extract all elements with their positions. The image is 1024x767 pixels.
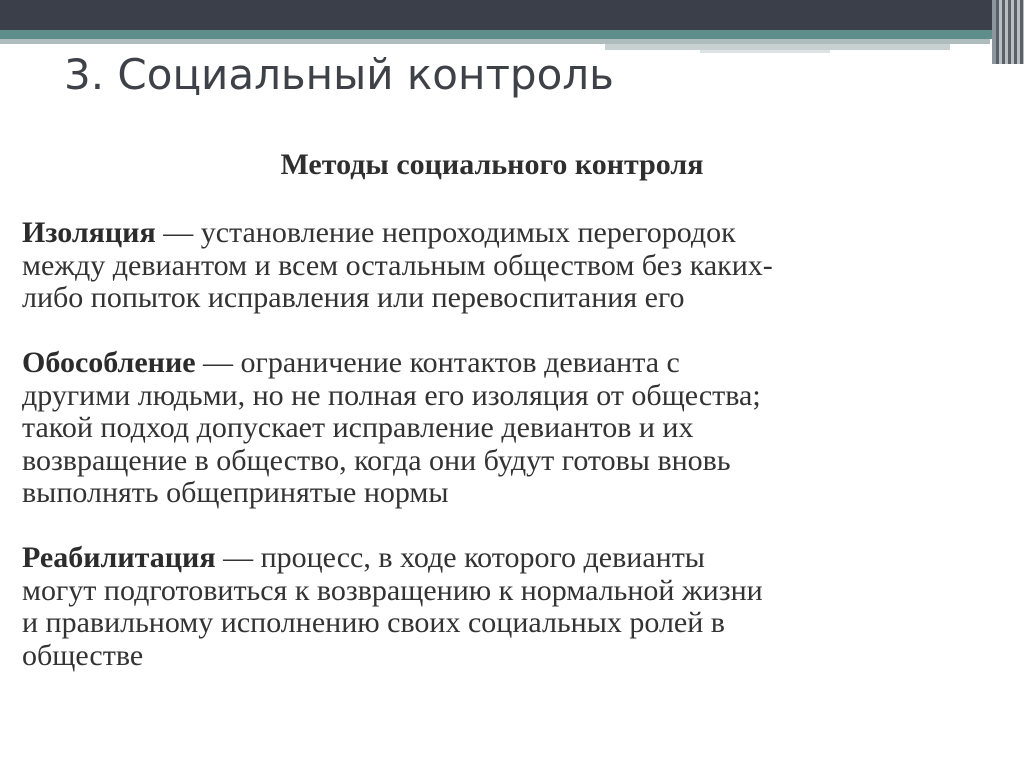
methods-list bbox=[22, 217, 982, 705]
method-line: и правильному исполнению своих социальных ролей в bbox=[22, 606, 725, 639]
slide-subtitle: Методы социального контроля bbox=[280, 148, 704, 181]
header-band-dark bbox=[0, 0, 1024, 30]
header-band-teal bbox=[0, 30, 1024, 39]
method-line: либо попыток исправления или перевоспитания его bbox=[22, 281, 685, 314]
method-isolation bbox=[22, 217, 982, 315]
header-band-accent-thin bbox=[700, 50, 830, 53]
method-line: такой подход допускает исправление девиантов и их bbox=[22, 411, 694, 444]
method-line: могут подготовиться к возвращению к нормальной жизни bbox=[22, 573, 763, 607]
method-term: Реабилитация bbox=[22, 541, 216, 574]
method-line: выполнять общепринятые нормы bbox=[22, 476, 449, 509]
method-line: обществе bbox=[22, 638, 144, 672]
method-line: — установление непроходимых перегородок bbox=[155, 216, 736, 249]
method-line: между девиантом и всем остальным обществом без каких- bbox=[22, 248, 773, 282]
method-separation bbox=[22, 347, 982, 510]
method-line: — процесс, в ходе которого девианты bbox=[215, 541, 705, 574]
corner-stripes-decoration bbox=[996, 0, 1024, 64]
method-line: возвращение в общество, когда они будут готовы вновь bbox=[22, 443, 731, 477]
method-term: Обособление bbox=[22, 346, 196, 379]
method-line: другими людьми, но не полная его изоляция от общества; bbox=[22, 378, 761, 412]
slide-title: 3. Социальный контроль bbox=[64, 50, 614, 99]
method-term: Изоляция bbox=[22, 216, 156, 249]
method-line: — ограничение контактов девианта с bbox=[195, 346, 680, 379]
method-rehabilitation bbox=[22, 542, 982, 672]
